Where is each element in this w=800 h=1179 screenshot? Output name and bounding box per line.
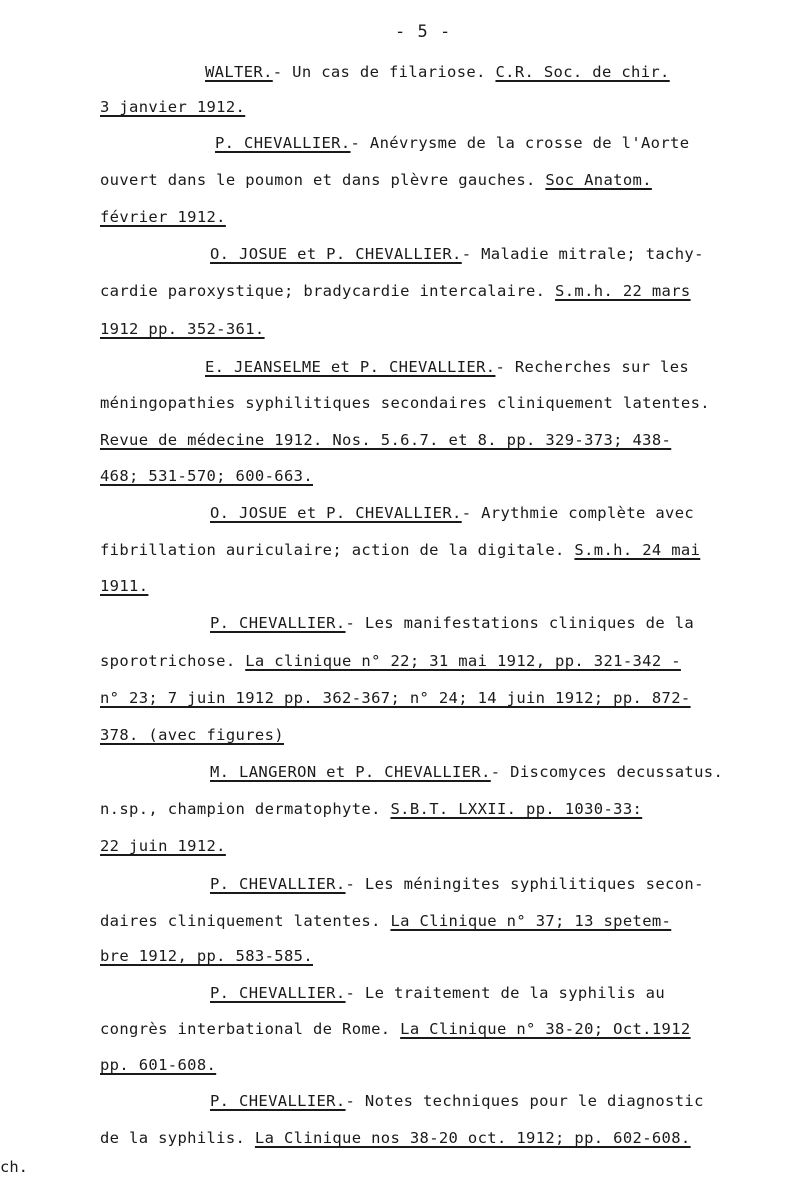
entry-continuation-line [0, 1055, 800, 1075]
citation-text: - Anévrysme de la crosse de l'Aorte [350, 134, 690, 152]
citation-underlined-text: C.R. Soc. de chir. [495, 63, 670, 81]
citation-underlined-text: pp. 601-608. [100, 1056, 217, 1074]
entry-continuation-line [0, 799, 800, 819]
entry-continuation-line [0, 319, 800, 339]
entry-continuation-line [0, 576, 800, 596]
entry-first-line [0, 244, 800, 264]
citation-text: - Discomyces decussatus. [490, 763, 724, 781]
entry-continuation-line [0, 430, 800, 450]
entry-first-line [0, 1091, 800, 1111]
citation-text: congrès interbational de Rome. [100, 1020, 401, 1038]
citation-underlined-text: février 1912. [100, 208, 226, 226]
citation-text: - Un cas de filariose. [272, 63, 496, 81]
page-number: - 5 - [395, 22, 452, 42]
citation-text: sporotrichose. [100, 652, 246, 670]
entry-continuation-line [0, 946, 800, 966]
citation-underlined-text: M. LANGERON et P. CHEVALLIER. [210, 763, 491, 781]
entry-first-line [0, 983, 800, 1003]
citation-underlined-text: 22 juin 1912. [100, 837, 226, 855]
citation-underlined-text: P. CHEVALLIER. [215, 134, 351, 152]
citation-underlined-text: P. CHEVALLIER. [210, 614, 346, 632]
citation-underlined-text: O. JOSUE et P. CHEVALLIER. [210, 245, 462, 263]
entry-continuation-line [0, 466, 800, 486]
citation-text: - Les manifestations cliniques de la [345, 614, 695, 632]
citation-underlined-text: S.m.h. 24 mai [574, 541, 701, 559]
entry-continuation-line [0, 1128, 800, 1148]
citation-text: - Maladie mitrale; tachy- [461, 245, 704, 263]
entry-first-line [0, 62, 800, 82]
citation-underlined-text: 378. (avec figures) [100, 726, 284, 744]
entry-continuation-line [0, 393, 800, 413]
entry-continuation-line [0, 836, 800, 856]
entry-continuation-line [0, 207, 800, 227]
entry-first-line [0, 613, 800, 633]
citation-underlined-text: La Clinique n° 37; 13 spetem- [390, 912, 672, 930]
entry-continuation-line [0, 97, 800, 117]
entry-first-line [0, 762, 800, 782]
citation-underlined-text: S.m.h. 22 mars [555, 282, 691, 300]
citation-underlined-text: bre 1912, pp. 583-585. [100, 947, 313, 965]
citation-underlined-text: Revue de médecine 1912. Nos. 5.6.7. et 8. pp. 329-373; 438- [100, 431, 672, 449]
entry-continuation-line [0, 725, 800, 745]
entry-continuation-line [0, 170, 800, 190]
citation-text: n.sp., champion dermatophyte. [100, 800, 391, 818]
citation-text: - Le traitement de la syphilis au [345, 984, 666, 1002]
citation-underlined-text: O. JOSUE et P. CHEVALLIER. [210, 504, 462, 522]
entry-continuation-line [0, 688, 800, 708]
citation-underlined-text: 468; 531-570; 600-663. [100, 467, 313, 485]
citation-underlined-text: La clinique n° 22; 31 mai 1912, pp. 321-342 - [245, 652, 681, 670]
citation-underlined-text: P. CHEVALLIER. [210, 875, 346, 893]
citation-text: - Les méningites syphilitiques secon- [345, 875, 704, 893]
citation-text: daires cliniquement latentes. [100, 912, 391, 930]
citation-text: - Arythmie complète avec [461, 504, 695, 522]
entry-continuation-line [0, 651, 800, 671]
citation-underlined-text: La Clinique nos 38-20 oct. 1912; pp. 602-608. [254, 1129, 691, 1147]
entry-continuation-line [0, 1019, 800, 1039]
citation-underlined-text: S.B.T. LXXII. pp. 1030-33: [390, 800, 643, 818]
citation-text: de la syphilis. [100, 1129, 255, 1147]
entry-first-line [0, 357, 800, 377]
citation-text: - Recherches sur les [495, 358, 690, 376]
citation-text: - Notes techniques pour le diagnostic [345, 1092, 704, 1110]
citation-text: cardie paroxystique; bradycardie intercalaire. [100, 282, 556, 300]
entry-continuation-line [0, 911, 800, 931]
citation-underlined-text: WALTER. [205, 63, 273, 81]
entry-first-line [0, 503, 800, 523]
citation-underlined-text: Soc Anatom. [545, 171, 652, 189]
entry-continuation-line [0, 281, 800, 301]
citation-underlined-text: 3 janvier 1912. [100, 98, 246, 116]
citation-underlined-text: La Clinique n° 38-20; Oct.1912 [400, 1020, 691, 1038]
citation-underlined-text: P. CHEVALLIER. [210, 1092, 346, 1110]
entry-first-line [0, 133, 800, 153]
citation-underlined-text: 1911. [100, 577, 149, 595]
citation-underlined-text: 1912 pp. 352-361. [100, 320, 265, 338]
margin-fragment: ch. [0, 1158, 28, 1176]
citation-underlined-text: E. JEANSELME et P. CHEVALLIER. [205, 358, 496, 376]
entry-continuation-line [0, 540, 800, 560]
citation-text: ouvert dans le poumon et dans plèvre gauches. [100, 171, 546, 189]
citation-underlined-text: n° 23; 7 juin 1912 pp. 362-367; n° 24; 14 juin 1912; pp. 872- [100, 689, 691, 707]
entry-first-line [0, 874, 800, 894]
citation-underlined-text: P. CHEVALLIER. [210, 984, 346, 1002]
citation-text: méningopathies syphilitiques secondaires cliniquement latentes. [100, 394, 710, 412]
citation-text: fibrillation auriculaire; action de la digitale. [100, 541, 575, 559]
